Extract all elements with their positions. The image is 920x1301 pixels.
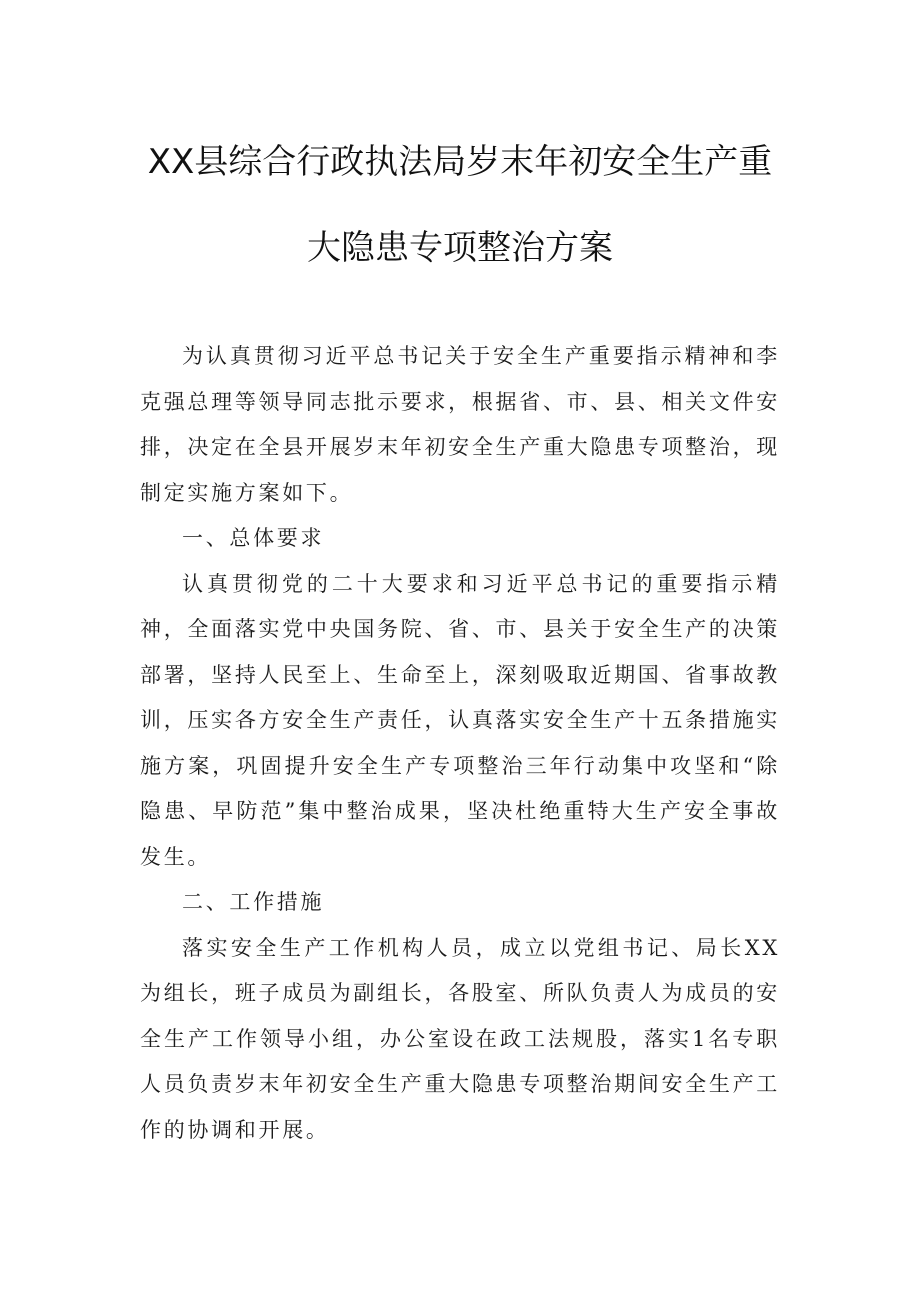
document-body <box>140 334 780 1153</box>
section-heading-general-requirements: 一、总体要求 <box>182 526 325 550</box>
document-title-line1: XX县综合行政执法局岁末年初安全生产重 <box>147 142 773 182</box>
section-heading-work-measures: 二、工作措施 <box>182 890 325 914</box>
general-requirements-paragraph: 认真贯彻党的二十大要求和习近平总书记的重要指示精神，全面落实党中央国务院、省、市、县关于安全生产的决策部署，坚持人民至上、生命至上，深刻吸取近期国、省事故教训，压实各方安全生产责任，认真落实安全生产十五条措施实施方案，巩固提升安全生产专项整治三年行动集中攻坚和“除隐患、早防范”集中整治成果，坚决杜绝重特大生产安全事故发生。 <box>140 571 780 869</box>
work-measures-paragraph: 落实安全生产工作机构人员，成立以党组书记、局长XX为组长，班子成员为副组长，各股室、所队负责人为成员的安全生产工作领导小组，办公室设在政工法规股，落实1名专职人员负责岁末年初安全生产重大隐患专项整治期间安全生产工作的协调和开展。 <box>140 935 780 1142</box>
document-title-line2: 大隐患专项整治方案 <box>307 228 613 268</box>
intro-paragraph: 为认真贯彻习近平总书记关于安全生产重要指示精神和李克强总理等领导同志批示要求，根据省、市、县、相关文件安排，决定在全县开展岁末年初安全生产重大隐患专项整治，现制定实施方案如下。 <box>140 344 780 505</box>
